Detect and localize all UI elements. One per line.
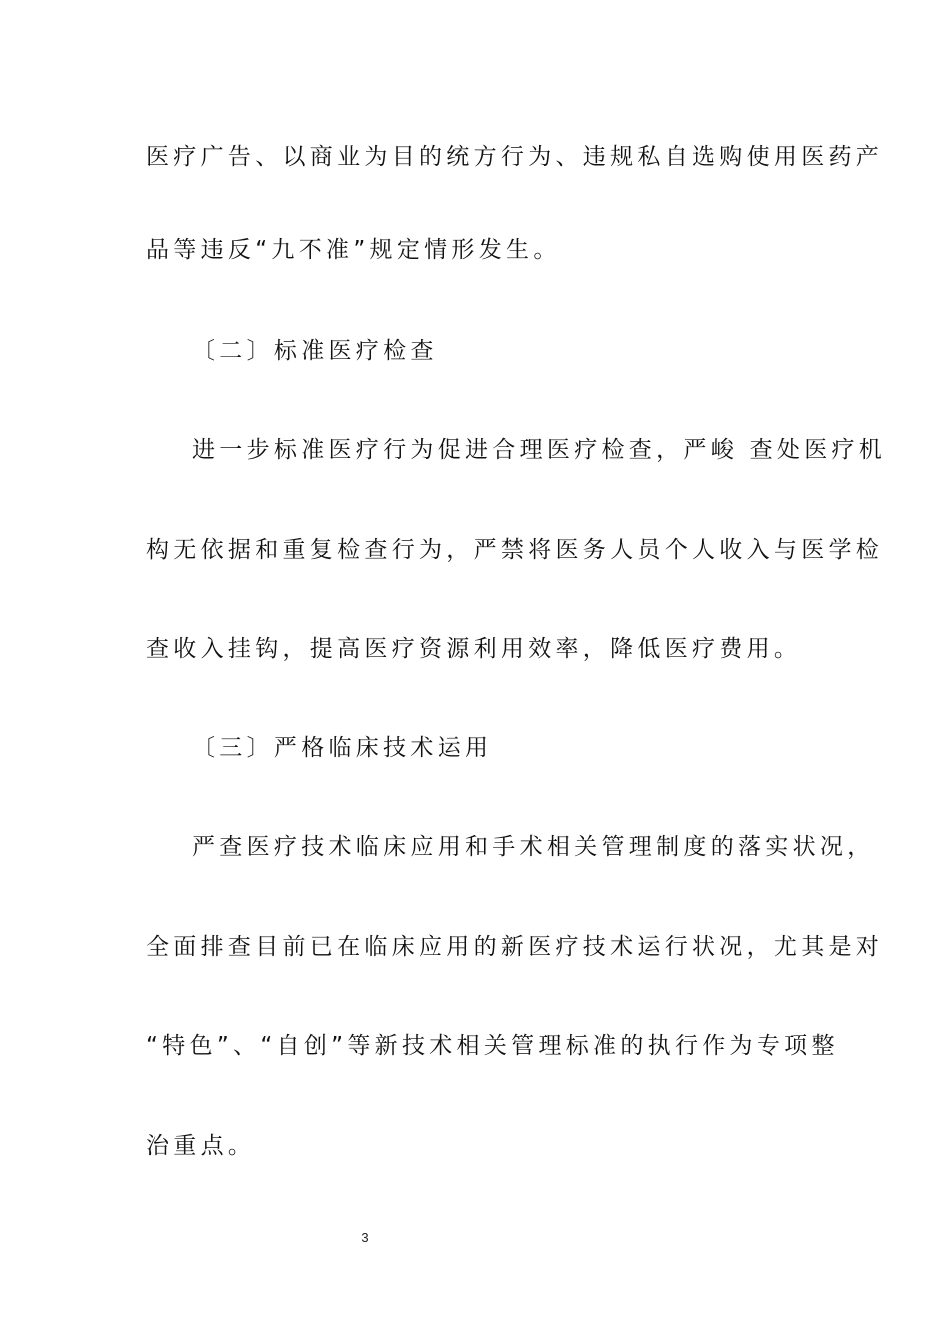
body-text-line: 查收入挂钩，提高医疗资源利用效率，降低医疗费用。 — [146, 636, 802, 662]
body-text-line: 严查医疗技术临床应用和手术相关管理制度的落实状况， — [192, 834, 875, 860]
body-text-line: 进一步标准医疗行为促进合理医疗检查，严峻 查处医疗机 — [192, 437, 887, 463]
body-text-line: 治重点。 — [146, 1133, 256, 1159]
body-text-line: “特色”、“自创”等新技术相关管理标准的执行作为专项整 — [146, 1033, 839, 1059]
section-heading-3: 〔三〕严格临床技术运用 — [192, 735, 493, 761]
body-text-line: 构无依据和重复检查行为，严禁将医务人员个人收入与医学检 — [146, 537, 884, 563]
body-text-line: 医疗广告、以商业为目的统方行为、违规私自选购使用医药产 — [146, 144, 884, 170]
body-text-line: 全面排查目前已在临床应用的新医疗技术运行状况，尤其是对 — [146, 934, 884, 960]
section-heading-2: 〔二〕标准医疗检查 — [192, 338, 438, 364]
page-number: 3 — [361, 1230, 369, 1245]
body-text-line: 品等违反“九不准”规定情形发生。 — [146, 237, 561, 263]
